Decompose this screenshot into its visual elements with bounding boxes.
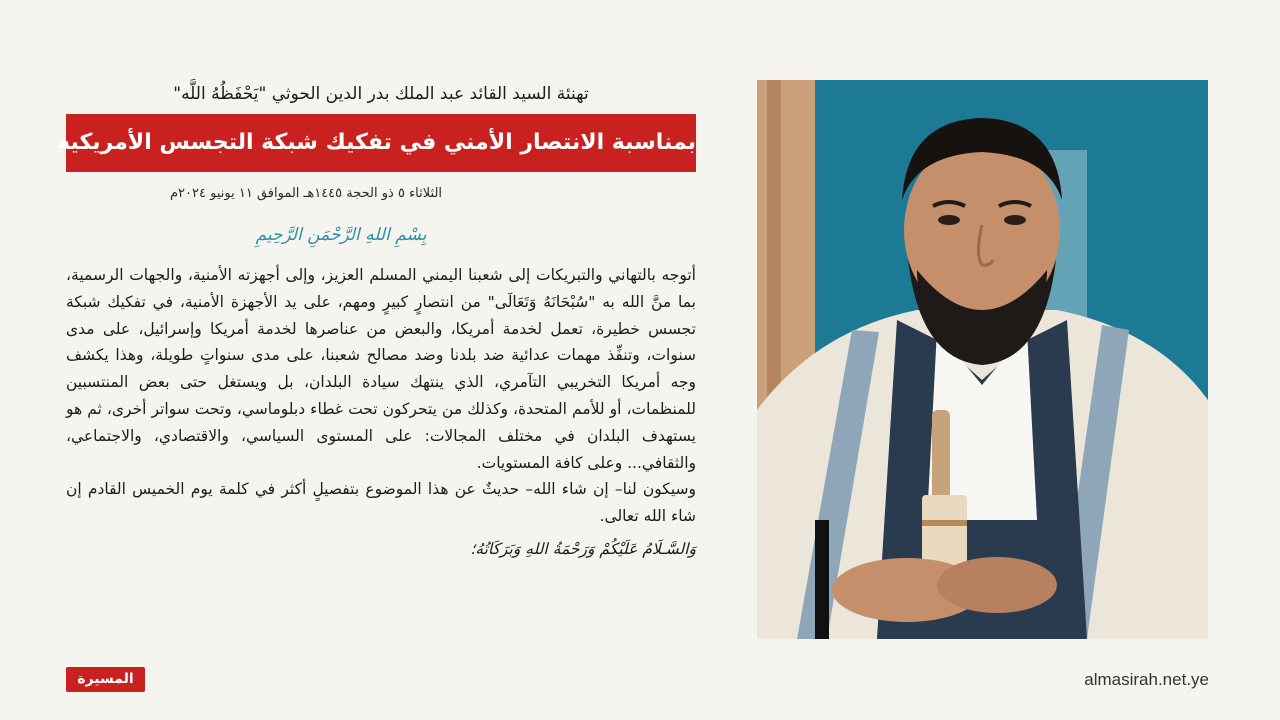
almasirah-logo: [66, 667, 145, 692]
speaker-portrait: [757, 80, 1208, 639]
closing-greeting: وَالسَّـلَامُ عَلَيْكُمْ وَرَحْمَةُ اللهِ وَبَرَكَاتُهُ؛: [470, 539, 696, 558]
logo-text: المسيرة: [77, 671, 134, 687]
statement-body: [66, 262, 696, 563]
basmala-calligraphy: بِسْمِ اللهِ الرَّحْمَنِ الرَّحِيمِ: [255, 225, 427, 245]
website-url: almasirah.net.ye: [1084, 670, 1209, 689]
body-paragraph-1: أتوجه بالتهاني والتبريكات إلى شعبنا اليمني المسلم العزيز، وإلى أجهزته الأمنية، والجهات الرسمية، بما منَّ الله به "سُبْحَانَهُ وَتَعَالَى" من انتصارٍ كبيرٍ ومهم، على يد الأجهزة الأمنية، في تفكيك شبكة تجسس خطيرة، تعمل لخدمة أمريكا، والبعض من عناصرها لخدمة أمريكا وإسرائيل، على مدى سنوات، وتنفِّذ مهمات عدائية ضد بلدنا وضد مصالح شعبنا، على مدى سنواتٍ طويلة، وهذا يكشف وجه أمريكا التخريبي التآمري، الذي ينتهك سيادة البلدان، بل ويستغل حتى بعض المنتسبين للمنظمات، أو للأمم المتحدة، وكذلك من يتحركون تحت غطاء دبلوماسي، وتحت سواتر أخرى، ثم هو يستهدف البلدان في مختلف المجالات: على المستوى السياسي، والاقتصادي، والاجتماعي، والثقافي... وعلى كافة المستويات.: [66, 266, 696, 472]
statement-text-column: [57, 78, 696, 563]
portrait-illustration: [757, 80, 1208, 639]
date-line: الثلاثاء ٥ ذو الحجة ١٤٤٥هـ الموافق ١١ يونيو ٢٠٢٤م: [169, 186, 443, 201]
congratulation-title: تهنئة السيد القائد عبد الملك بدر الدين الحوثي "يَحْفَظُهُ اللَّه": [173, 84, 589, 104]
body-paragraph-2: وسيكون لنا– إن شاء الله– حديثٌ عن هذا الموضوع بتفصيلٍ أكثر في كلمة يوم الخميس القادم إن شاء الله تعالى.: [66, 480, 696, 526]
headline-banner: بمناسبة الانتصار الأمني في تفكيك شبكة التجسس الأمريكية: [66, 114, 696, 172]
